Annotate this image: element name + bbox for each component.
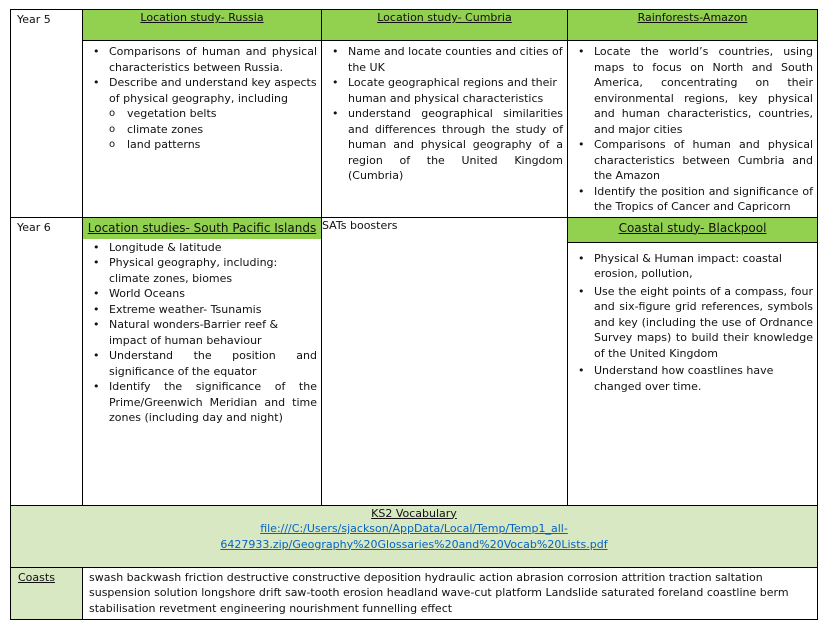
pacific-bullet-7: • Identify the significance of the Prime/Greenwich Meridian and time zones (including day and night) <box>109 379 317 426</box>
russia-bullet-2 <box>109 75 317 153</box>
cumbria-bullet-1: • Name and locate counties and cities of the UK <box>348 44 563 75</box>
cumbria-cell <box>322 41 568 218</box>
blackpool-heading: Coastal study- Blackpool <box>568 218 817 243</box>
year5-content-row <box>11 41 818 218</box>
vocab-link-line-2[interactable]: 6427933.zip/Geography%20Glossaries%20and%20Vocab%20Lists.pdf <box>220 537 608 551</box>
vocab-link-line-1[interactable]: file:///C:/Users/sjackson/AppData/Local/Temp/Temp1_all- <box>260 522 568 535</box>
year6-label: Year 6 <box>11 217 83 505</box>
cumbria-bullet-3: • understand geographical similarities and differences through the study of human and physical geography of a region of the United Kingdom (Cumbria) <box>348 106 563 184</box>
russia-sub-1: o vegetation belts <box>127 106 317 122</box>
year6-row <box>11 217 818 505</box>
amazon-bullet-2: • Comparisons of human and physical characteristics between Cumbria and the Amazon <box>594 137 813 184</box>
vocab-heading-cell <box>11 505 818 567</box>
year5-label: Year 5 <box>11 10 83 218</box>
russia-sublist <box>109 106 317 153</box>
amazon-list <box>568 41 817 217</box>
pacific-list <box>83 239 321 428</box>
blackpool-list <box>568 243 817 397</box>
vocab-link[interactable] <box>11 521 817 552</box>
russia-list <box>83 41 321 155</box>
amazon-bullet-1: • Locate the world’s countries, using maps to focus on North and South America, concentrating on their environmental regions, key physical and human characteristics, countries, and major cities <box>594 44 813 137</box>
russia-bullet-1: • Comparisons of human and physical characteristics between Russia. <box>109 44 317 75</box>
vocab-title: KS2 Vocabulary <box>371 506 457 520</box>
sats-cell: SATs boosters <box>322 217 568 505</box>
pacific-heading: Location studies- South Pacific Islands <box>83 218 321 239</box>
russia-cell <box>83 41 322 218</box>
russia-sub-2: o climate zones <box>127 122 317 138</box>
russia-bullet-2-text: Describe and understand key aspects of physical geography, including <box>109 76 317 105</box>
russia-heading: Location study- Russia <box>83 10 322 41</box>
pacific-bullet-4: • Extreme weather- Tsunamis <box>109 302 317 318</box>
cumbria-heading: Location study- Cumbria <box>322 10 568 41</box>
blackpool-cell <box>568 217 818 505</box>
amazon-heading: Rainforests-Amazon <box>568 10 818 41</box>
coasts-row <box>11 567 818 619</box>
blackpool-bullet-3: • Understand how coastlines have changed over time. <box>594 363 813 394</box>
pacific-bullet-2: • Physical geography, including: climate zones, biomes <box>109 255 317 286</box>
vocab-heading-row <box>11 505 818 567</box>
blackpool-bullet-1: • Physical & Human impact: coastal erosion, pollution, <box>594 251 813 282</box>
blackpool-bullet-2: • Use the eight points of a compass, four and six-figure grid references, symbols and key (including the use of Ordnance Survey maps) to build their knowledge of the United Kingdom <box>594 284 813 362</box>
amazon-bullet-3: • Identify the position and significance of the Tropics of Cancer and Capricorn <box>594 184 813 215</box>
curriculum-table <box>10 9 818 620</box>
year5-heading-row <box>11 10 818 41</box>
pacific-bullet-3: • World Oceans <box>109 286 317 302</box>
pacific-bullet-1: • Longitude & latitude <box>109 240 317 256</box>
pacific-bullet-5: • Natural wonders-Barrier reef & impact of human behaviour <box>109 317 317 348</box>
cumbria-bullet-2: • Locate geographical regions and their human and physical characteristics <box>348 75 563 106</box>
pacific-cell <box>83 217 322 505</box>
cumbria-list <box>322 41 567 186</box>
amazon-cell <box>568 41 818 218</box>
pacific-bullet-6: • Understand the position and significance of the equator <box>109 348 317 379</box>
russia-sub-3: o land patterns <box>127 137 317 153</box>
coasts-words: swash backwash friction destructive constructive deposition hydraulic action abrasion corrosion attrition traction saltation suspension solution longshore drift saw-tooth erosion headland wave-cut platform Landslide saturated foreland coastline berm stabilisation revetment engineering nourishment funnelling effect <box>83 567 818 619</box>
coasts-label: Coasts <box>11 567 83 619</box>
